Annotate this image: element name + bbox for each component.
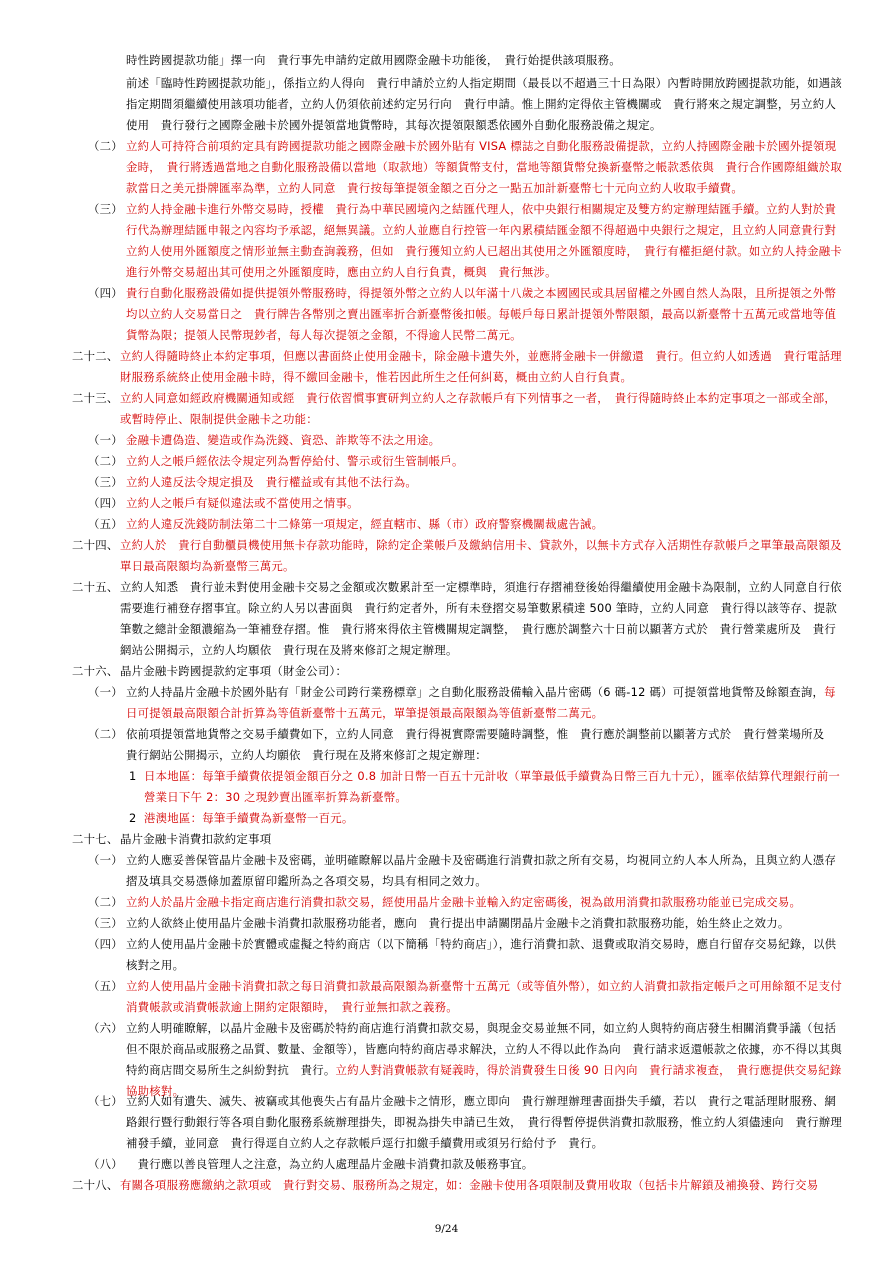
clause-number: 二十五、 [72,580,119,594]
clause-text [120,346,846,388]
clause-number: （三） [88,202,123,216]
highlighted-text: 港澳地區：每筆手續費為新臺幣一百元。 [144,811,354,825]
clause-number: （一） [88,685,123,699]
body-text: 晶片金融卡消費扣款約定事項 [120,832,272,846]
highlighted-text: 立約人於 貴行自動櫃員機使用無卡存款功能時，除約定企業帳戶及繳納信用卡、貸款外，以無卡方式存入活期性存款帳戶之單筆最高限額及單日最高限額均為新臺幣三萬元。 [120,538,842,573]
clause-text [144,766,846,808]
clause-text [126,283,846,346]
body-text: 立約人使用晶片金融卡於實體或虛擬之特約商店（以下簡稱「特約商店」），進行消費扣款、退費或取消交易時，應自行留存交易紀錄，以供核對之用。 [126,937,837,972]
clause-number: 二十四、 [72,538,119,552]
highlighted-text: 立約人對消費帳款有疑義時，得於消費發生日後 90 日內向 貴行請求複查， 貴行應提供交易紀錄協助核對。 [126,1063,842,1098]
page-number: 9/24 [434,1223,459,1235]
clause-text [120,388,846,430]
highlighted-text: 立約人同意如經政府機關通知或經 貴行依習慣事實研判立約人之存款帳戶有下列情事之一者， 貴行得隨時終止本約定事項之一部或全部，或暫時停止、限制提供金融卡之功能： [120,391,837,426]
clause-number: （六） [88,1021,123,1035]
clause-number: 1 [129,769,137,783]
clause-text [126,430,846,451]
body-text: 立約人知悉 貴行並未對使用金融卡交易之金額或次數累計至一定標準時，須進行存摺補登後始得繼續使用金融卡為限制，立約人同意自行依需要進行補登存摺事宜。除立約人另以書面與 貴行約定者外，所有未登摺交易筆數累積達 500 筆時，立約人同意 貴行得以該等存、提款筆數之總計金額濃縮為一筆補登存摺。惟 貴行將來得依主管機關規定調整， 貴行應於調整六十日前以顯著方式於 貴行營業處所及 貴行網站公開揭示，立約人均願依 貴行現在及將來修訂之規定辦理。 [120,580,842,657]
body-text: 貴行應以善良管理人之注意，為立約人處理晶片金融卡消費扣款及帳務事宜。 [126,1157,534,1171]
clause-text [144,808,846,829]
clause-text [120,577,846,661]
clause-text [126,1091,846,1154]
clause-text [126,136,846,199]
clause-text [120,535,846,577]
highlighted-text: 立約人使用晶片金融卡消費扣款之每日消費扣款最高限額為新臺幣十五萬元（或等值外幣），如立約人消費扣款指定帳戶之可用餘額不足支付消費帳款或消費帳款逾上開約定限額時， 貴行並無扣款之義務。 [126,979,843,1014]
body-text: 立約人如有遺失、滅失、被竊或其他喪失占有晶片金融卡之情形，應立即向 貴行辦理辦理書面掛失手續，若以 貴行之電話理財服務、網路銀行暨行動銀行等各項自動化服務系統辦理掛失，即視為掛失申請已生效， 貴行得暫停提供消費扣款服務，惟立約人須儘速向 貴行辦理補發手續，並同意 貴行得逕自立約人之存款帳戶逕行扣繳手續費用或須另行給付予 貴行。 [126,1094,843,1150]
clause-number: （三） [88,475,123,489]
highlighted-text: 立約人可持符合前項約定具有跨國提款功能之國際金融卡於國外貼有 VISA 標誌之自動化服務設備提款，立約人持國際金融卡於國外提領現金時， 貴行將透過當地之自動化服務設備以當地（取款地）等額貨幣支付，當地等額貨幣兌換新臺幣之帳款悉依與 貴行合作國際組織於取款當日之美元掛牌匯率為準，立約人同意 貴行按每筆提領金額之百分之一點五加計新臺幣七十元向立約人收取手續費。 [126,139,843,195]
highlighted-text: 每日可提領最高限額合計折算為等值新臺幣十五萬元，單筆提領最高限額為等值新臺幣二萬元。 [126,685,836,720]
clause-number: （五） [88,517,123,531]
clause-text [126,892,846,913]
clause-text [126,976,846,1018]
clause-number: 二十六、 [72,664,119,678]
highlighted-text: 立約人之帳戶有疑似違法或不當使用之情事。 [126,496,359,510]
clause-text [126,1154,846,1175]
body-text: 立約人欲終止使用晶片金融卡消費扣款服務功能者，應向 貴行提出申請關閉晶片金融卡之消費扣款服務功能，始生終止之效力。 [126,916,790,930]
clause-text [120,1175,846,1196]
clause-number: 二十三、 [72,391,119,405]
clause-number: （八） [88,1157,123,1171]
body-text: 時性跨國提款功能」擇一向 貴行事先申請約定啟用國際金融卡功能後， 貴行始提供該項服務。 [126,53,621,67]
clause-number: （五） [88,979,123,993]
clause-text [126,850,846,892]
clause-number: 2 [129,811,137,825]
highlighted-text: 立約人違反法令規定損及 貴行權益或有其他不法行為。 [126,475,418,489]
highlighted-text: 立約人違反洗錢防制法第二十二條第一項規定，經直轄市、縣（市）政府警察機關裁處告誡。 [126,517,604,531]
body-text: 立約人應妥善保管晶片金融卡及密碼，並明確瞭解以晶片金融卡及密碼進行消費扣款之所有交易，均視同立約人本人所為，且與立約人憑存摺及填具交易憑條加蓋原留印鑑所為之各項交易，均具有相同之效力。 [126,853,837,888]
body-text: 立約人持晶片金融卡於國外貼有「財金公司跨行業務標章」之自動化服務設備輸入晶片密碼（6 碼-12 碼）可提領當地貨幣及餘額查詢， [126,685,825,699]
clause-number: 二十八、 [72,1178,119,1192]
clause-text [126,472,846,493]
highlighted-text: 日本地區：每筆手續費依提領金額百分之 0.8 加計日幣一百五十元計收（單筆最低手續費為日幣三百九十元），匯率依結算代理銀行前一營業日下午 2：30 之現鈔賣出匯率折算為新臺幣。 [144,769,841,804]
highlighted-text: 立約人於晶片金融卡指定商店進行消費扣款交易，經使用晶片金融卡並輸入約定密碼後，視為啟用消費扣款服務功能並已完成交易。 [126,895,802,909]
clause-number: （四） [88,496,123,510]
clause-text [126,913,846,934]
highlighted-text: 立約人持金融卡進行外幣交易時，授權 貴行為中華民國境內之結匯代理人，依中央銀行相關規定及雙方約定辦理結匯手續。立約人對於貴行代為辦理結匯申報之內容均予承認，絕無異議。立約人並應自行控管一年內累積結匯金額不得超過中央銀行之規定，且立約人同意貴行對立約人使用外匯額度之情形並無主動查詢義務，但如 貴行獲知立約人已超出其使用之外匯額度時， 貴行有權拒絕付款。如立約人持金融卡進行外幣交易超出其可使用之外匯額度時，應由立約人自行負責，概與 貴行無涉。 [126,202,843,279]
clause-number: 二十二、 [72,349,119,363]
clause-text [120,661,846,682]
highlighted-text: 立約人之帳戶經依法令規定列為暫停給付、警示或衍生管制帳戶。 [126,454,464,468]
clause-number: （三） [88,916,123,930]
clause-text [126,451,846,472]
clause-text [126,514,846,535]
highlighted-text: 立約人得隨時終止本約定事項，但應以書面終止使用金融卡，除金融卡遺失外，並應將金融卡一併繳還 貴行。但立約人如透過 貴行電話理財服務系統終止使用金融卡時，得不繳回金融卡，惟若因此所生之任何糾葛，概由立約人自行負責。 [120,349,842,384]
clause-text [126,1018,846,1102]
clause-number: （二） [88,454,123,468]
body-text: 立約人明確瞭解，以晶片金融卡及密碼於特約商店進行消費扣款交易，與現金交易並無不同，如立約人與特約商店發生相關消費爭議（包括但不限於商品或服務之品質、數量、金額等），皆應向特約商店尋求解決，立約人不得以此作為向 貴行請求返還帳款之依據，亦不得以其與特約商店間交易所生之糾紛對抗 貴行。 [126,1021,843,1077]
body-text: 前述「臨時性跨國提款功能」，係指立約人得向 貴行申請於立約人指定期間（最長以不超過三十日為限）內暫時開放跨國提款功能，如遇該指定期間須繼續使用該項功能者，立約人仍須依前述約定另行向 貴行申請。惟上開約定得依主管機關或 貴行將來之規定調整，另立約人使用 貴行發行之國際金融卡於國外提領當地貨幣時，其每次提領限額悉依國外自動化服務設備之規定。 [126,76,843,132]
highlighted-text: 貴行自動化服務設備如提供提領外幣服務時，得提領外幣之立約人以年滿十八歲之本國國民或具居留權之外國自然人為限，且所提領之外幣均以立約人交易當日之 貴行牌告各幣別之賣出匯率折合新臺幣後扣帳。每帳戶每日累計提領外幣限額，最高以新臺幣十五萬元或當地等值貨幣為限；提領人民幣現鈔者，每人每次提領之金額，不得逾人民幣二萬元。 [126,286,837,342]
clause-text [126,73,846,136]
clause-number: （七） [88,1094,123,1108]
clause-number: （二） [88,727,123,741]
clause-text [126,934,846,976]
clause-text [126,199,846,283]
clause-text [120,829,846,850]
clause-number: （四） [88,937,123,951]
clause-text [126,682,846,724]
clause-text [126,724,846,766]
clause-number: 二十七、 [72,832,119,846]
clause-number: （一） [88,433,123,447]
clause-number: （四） [88,286,123,300]
clause-text [126,50,846,71]
clause-number: （二） [88,139,123,153]
highlighted-text: 金融卡遭偽造、變造或作為洗錢、資恐、詐欺等不法之用途。 [126,433,441,447]
clause-text [126,493,846,514]
clause-number: （一） [88,853,123,867]
highlighted-text: 有關各項服務應繳納之款項或 貴行對交易、服務所為之規定，如：金融卡使用各項限制及費用收取（包括卡片解鎖及補換發、跨行交易 [120,1178,819,1192]
clause-number: （二） [88,895,123,909]
body-text: 晶片金融卡跨國提款約定事項（財金公司）： [120,664,348,678]
body-text: 依前項提領當地貨幣之交易手續費如下，立約人同意 貴行得視實際需要隨時調整，惟 貴行應於調整前以顯著方式於 貴行營業場所及 貴行網站公開揭示，立約人均願依 貴行現在及將來修訂之規定辦理： [126,727,837,762]
